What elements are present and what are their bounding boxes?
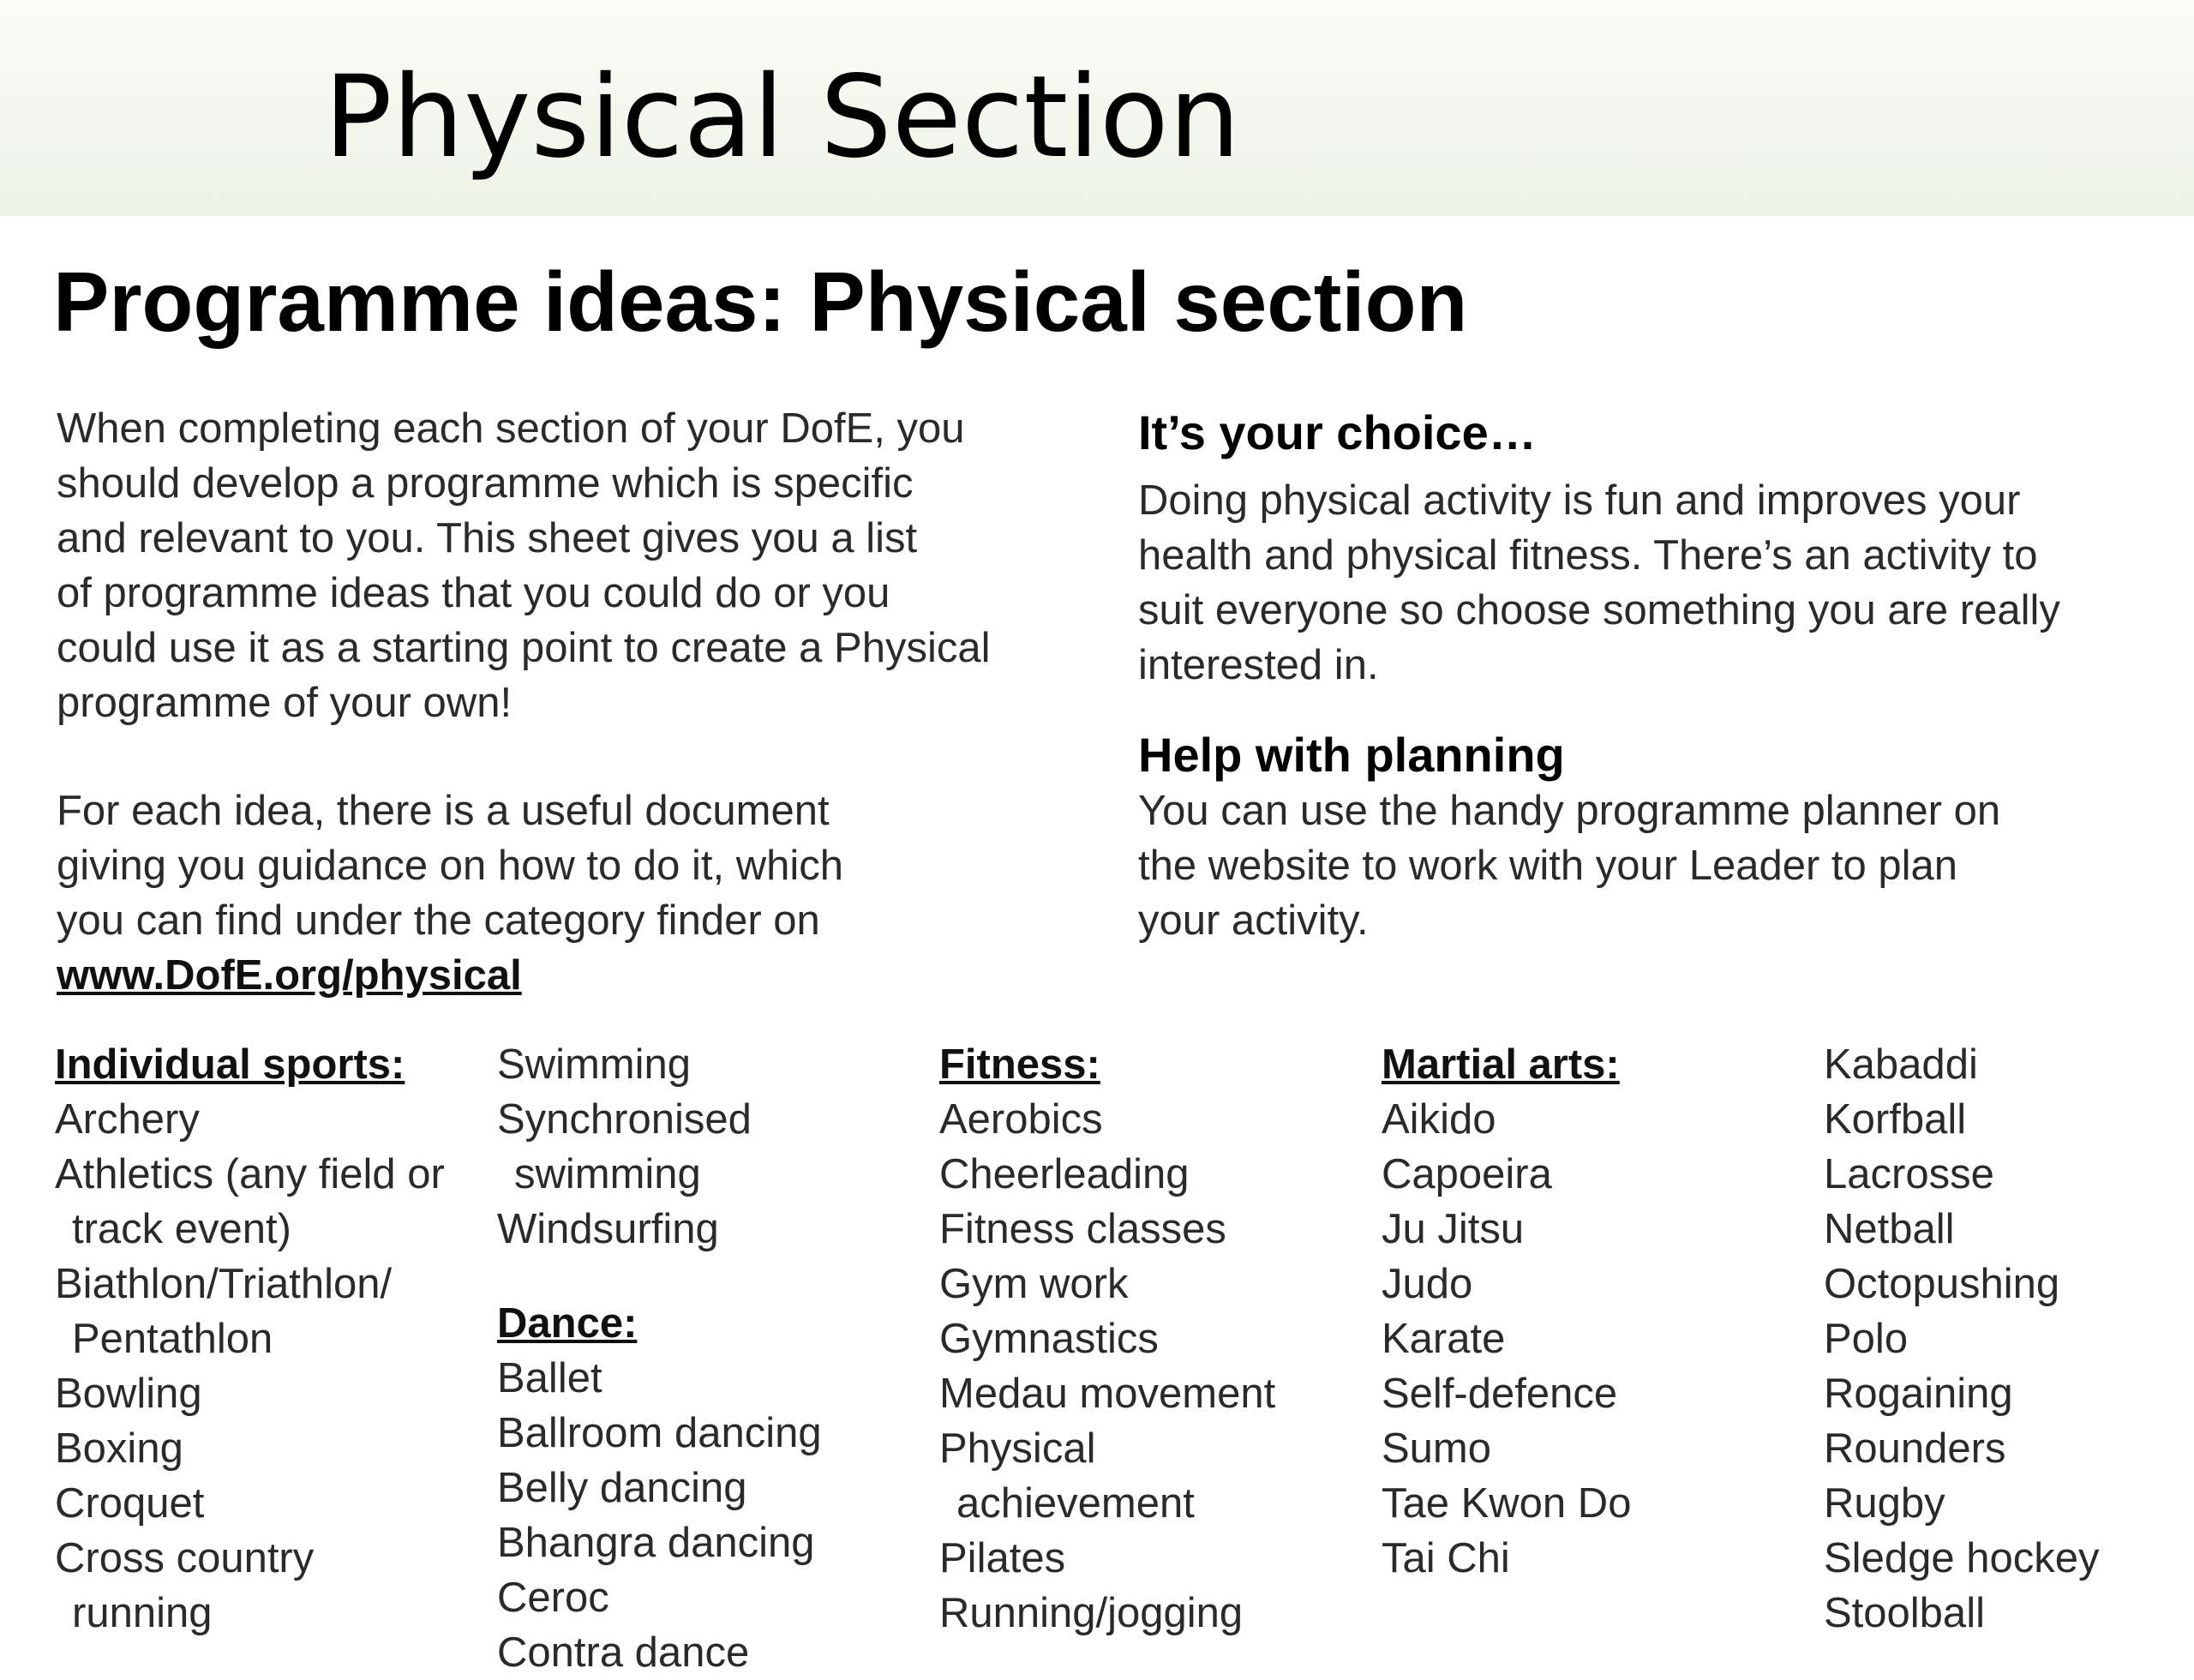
list-item: Synchronised [497, 1096, 752, 1143]
intro-line: When completing each section of your DofE, you [57, 405, 965, 452]
list-item: Fitness classes [939, 1206, 1226, 1252]
list-item: Windsurfing [497, 1206, 719, 1252]
list-item: Medau movement [939, 1371, 1276, 1417]
slide-header [0, 0, 2194, 216]
list-item: Aikido [1382, 1096, 1496, 1143]
list-item: Pentathlon [72, 1316, 273, 1362]
list-item: achievement [956, 1480, 1195, 1527]
category-heading-martial-arts: Martial arts: [1382, 1041, 1620, 1088]
list-item: Athletics (any field or [55, 1151, 445, 1197]
category-heading-individual-sports: Individual sports: [55, 1041, 405, 1088]
intro-paragraph [57, 401, 990, 730]
slide-title: Physical Section [324, 51, 1241, 183]
intro-line: programme of your own! [57, 680, 513, 726]
list-item: Contra dance [497, 1629, 750, 1676]
list-item: Running/jogging [939, 1590, 1244, 1636]
category-heading-fitness: Fitness: [939, 1041, 1100, 1088]
guidance-line: you can find under the category finder on [57, 897, 820, 944]
list-item: Rugby [1824, 1480, 1945, 1527]
guidance-paragraph [57, 783, 843, 1003]
list-item: Rogaining [1824, 1371, 2013, 1417]
list-item: Karate [1382, 1316, 1506, 1362]
choice-paragraph [1138, 473, 2060, 693]
choice-line: suit everyone so choose something you are really [1138, 587, 2060, 633]
guidance-line: For each idea, there is a useful document [57, 788, 830, 834]
list-item: Sledge hockey [1824, 1535, 2100, 1581]
list-item: Biathlon/Triathlon/ [55, 1261, 393, 1307]
list-item: swimming [514, 1151, 701, 1197]
list-item: Gymnastics [939, 1316, 1159, 1362]
list-item: track event) [72, 1206, 291, 1252]
planning-line: your activity. [1138, 897, 1369, 944]
guidance-line: giving you guidance on how to do it, which [57, 843, 843, 889]
list-item: Octopushing [1824, 1261, 2060, 1307]
list-item: running [72, 1590, 213, 1636]
planning-line: You can use the handy programme planner on [1138, 788, 2001, 834]
category-heading-dance: Dance: [497, 1300, 638, 1347]
list-item: Lacrosse [1824, 1151, 1994, 1197]
list-item: Ballroom dancing [497, 1410, 822, 1456]
planning-line: the website to work with your Leader to plan [1138, 843, 1958, 889]
choice-line: Doing physical activity is fun and improves your [1138, 477, 2021, 524]
list-item: Stoolball [1824, 1590, 1985, 1636]
list-item: Cross country [55, 1535, 315, 1581]
list-item: Belly dancing [497, 1465, 747, 1511]
document-heading: Programme ideas: Physical section [53, 255, 1468, 349]
list-item: Pilates [939, 1535, 1066, 1581]
list-item: Croquet [55, 1480, 205, 1527]
dofe-physical-link[interactable]: www.DofE.org/physical [57, 952, 522, 999]
list-item: Cheerleading [939, 1151, 1190, 1197]
list-item: Ceroc [497, 1575, 609, 1621]
choice-line: interested in. [1138, 642, 1379, 688]
list-item: Aerobics [939, 1096, 1103, 1143]
list-item: Polo [1824, 1316, 1909, 1362]
list-item: Tae Kwon Do [1382, 1480, 1632, 1527]
list-item: Ju Jitsu [1382, 1206, 1525, 1252]
list-item: Kabaddi [1824, 1041, 1978, 1088]
planning-heading: Help with planning [1138, 728, 1565, 782]
list-column-dance [497, 1037, 822, 1680]
list-item: Sumo [1382, 1425, 1492, 1472]
list-item: Archery [55, 1096, 200, 1143]
list-item: Tai Chi [1382, 1535, 1510, 1581]
list-item: Korfball [1824, 1096, 1967, 1143]
choice-line: health and physical fitness. There’s an activity to [1138, 532, 2038, 579]
list-item: Self-defence [1382, 1371, 1618, 1417]
intro-line: and relevant to you. This sheet gives you a list [57, 515, 918, 561]
list-spacer [497, 1257, 822, 1296]
list-column-individual-sports [55, 1037, 445, 1641]
list-item: Gym work [939, 1261, 1129, 1307]
list-item: Swimming [497, 1041, 691, 1088]
list-column-team-sports [1824, 1037, 2099, 1641]
list-item: Judo [1382, 1261, 1473, 1307]
document-image [3, 216, 2194, 1676]
intro-line: of programme ideas that you could do or you [57, 570, 890, 616]
intro-line: should develop a programme which is specific [57, 460, 914, 507]
intro-line: could use it as a starting point to create a Physical [57, 625, 991, 671]
list-item: Ballet [497, 1355, 602, 1401]
list-column-martial-arts [1382, 1037, 1631, 1586]
list-item: Bhangra dancing [497, 1520, 815, 1566]
choice-heading: It’s your choice… [1138, 405, 1537, 459]
list-item: Netball [1824, 1206, 1955, 1252]
list-item: Boxing [55, 1425, 183, 1472]
list-item: Physical [939, 1425, 1096, 1472]
list-column-fitness [939, 1037, 1275, 1641]
list-item: Rounders [1824, 1425, 2006, 1472]
planning-paragraph [1138, 783, 2000, 948]
list-item: Capoeira [1382, 1151, 1552, 1197]
list-item: Bowling [55, 1371, 202, 1417]
